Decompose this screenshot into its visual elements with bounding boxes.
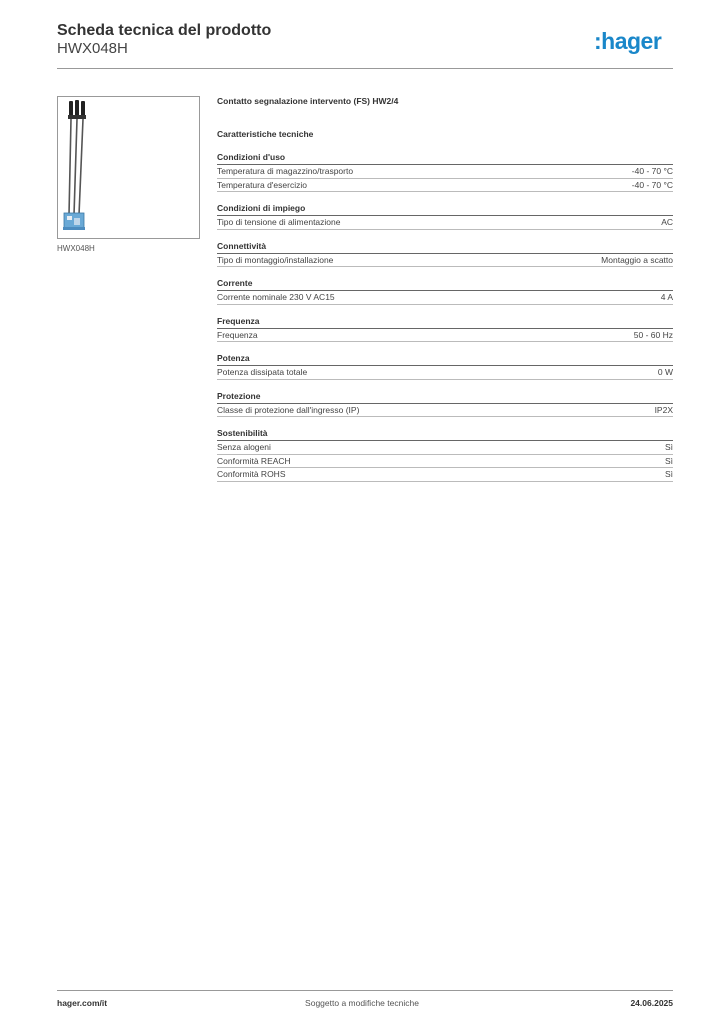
footer-date: 24.06.2025 [630,998,673,1008]
spec-value: Sì [664,455,673,466]
spec-row [217,254,673,268]
section-condizioni-impiego [217,203,673,230]
spec-label: Classe di protezione dall'ingresso (IP) [217,404,360,415]
section-protezione [217,391,673,418]
spec-row [217,455,673,469]
section-corrente [217,278,673,305]
section-title: Connettività [217,241,673,254]
footer-website-link[interactable]: hager.com/it [57,998,108,1008]
spec-label: Conformità REACH [217,455,291,466]
spec-label: Temperatura di magazzino/trasporto [217,166,354,176]
spec-sheet [217,96,673,482]
spec-row [217,179,673,193]
tech-heading: Caratteristiche tecniche [217,129,314,139]
section-condizioni-uso [217,152,673,192]
product-name: Contatto segnalazione intervento (FS) HW2/4 [217,96,399,106]
spec-row [217,404,673,418]
product-photo [57,96,200,239]
spec-value: Sì [664,442,673,452]
section-potenza [217,353,673,380]
section-title: Corrente [217,278,673,291]
photo-caption: HWX048H [57,244,95,253]
spec-label: Potenza dissipata totale [217,367,308,377]
section-title: Condizioni di impiego [217,203,673,216]
spec-value: IP2X [654,404,673,415]
spec-label: Tipo di montaggio/installazione [217,254,334,265]
spec-value: 50 - 60 Hz [633,329,673,340]
section-title: Protezione [217,391,673,404]
section-title: Condizioni d'uso [217,152,673,165]
section-connettivita [217,241,673,268]
section-title: Sostenibilità [217,428,673,441]
page-title: Scheda tecnica del prodotto [57,22,272,39]
spec-row [217,366,673,380]
footer-divider [57,990,673,991]
product-code: HWX048H [57,40,128,57]
section-sostenibilita [217,428,673,482]
footer-disclaimer: Soggetto a modifiche tecniche [305,998,419,1008]
spec-value: -40 - 70 °C [631,166,673,176]
spec-value: Sì [664,469,673,479]
spec-label: Temperatura d'esercizio [217,179,307,190]
header-divider [57,68,673,69]
section-title: Frequenza [217,316,673,329]
section-title: Potenza [217,353,673,366]
spec-row [217,165,673,179]
spec-value: 4 A [660,292,673,302]
spec-row [217,468,673,482]
spec-label: Tipo di tensione di alimentazione [217,217,341,227]
spec-row [217,329,673,343]
spec-label: Senza alogeni [217,442,271,452]
spec-row [217,291,673,305]
spec-label: Frequenza [217,329,258,340]
hager-logo: :hager [594,28,662,54]
section-frequenza [217,316,673,343]
spec-value: 0 W [657,367,673,377]
spec-label: Corrente nominale 230 V AC15 [217,292,335,302]
spec-label: Conformità ROHS [217,469,286,479]
product-image [58,97,199,238]
spec-value: -40 - 70 °C [631,179,673,190]
spec-row [217,441,673,455]
spec-value: AC [661,217,673,227]
spec-row [217,216,673,230]
spec-value: Montaggio a scatto [601,254,673,265]
